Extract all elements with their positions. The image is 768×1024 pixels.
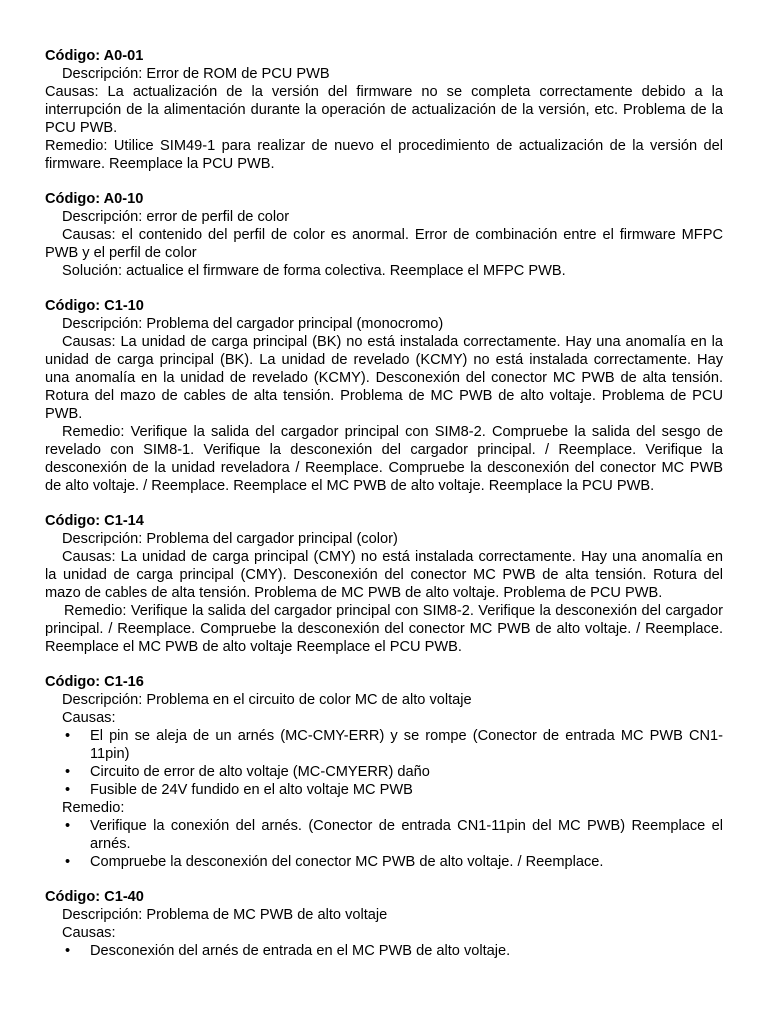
error-entry-c1-10 — [45, 297, 723, 495]
error-code-heading: Código: C1-16 — [45, 674, 144, 690]
remedy-text: Remedio: Verifique la salida del cargador principal con SIM8-2. Verifique la desconexión del cargador principal. / Reemplace. Compruebe la desconexión del conector MC PWB de alto voltaje. / Reemplace. Reemplace el MC PWB de alto voltaje Reemplace el PCU PWB. — [45, 603, 723, 655]
description-text: Descripción: Error de ROM de PCU PWB — [62, 66, 330, 82]
remedy-label: Remedio: — [62, 800, 125, 816]
list-item: • Compruebe la desconexión del conector MC PWB de alto voltaje. / Reemplace. — [90, 853, 723, 871]
error-entry-c1-40 — [45, 888, 723, 960]
causes-text: Causas: el contenido del perfil de color es anormal. Error de combinación entre el firmware MFPC PWB y el perfil de color — [45, 227, 723, 261]
causes-label: Causas: — [62, 710, 116, 726]
error-entry-a0-10 — [45, 190, 723, 280]
list-item: • Circuito de error de alto voltaje (MC-CMYERR) daño — [90, 763, 723, 781]
error-code-heading: Código: C1-10 — [45, 298, 144, 314]
causes-text: Causas: La actualización de la versión del firmware no se completa correctamente debido a la interrupción de la alimentación durante la operación de actualización de la versión, etc. Problema de la PCU PWB. — [45, 84, 723, 136]
list-item: • Fusible de 24V fundido en el alto voltaje MC PWB — [90, 781, 723, 799]
causes-list — [45, 727, 723, 799]
list-item: • El pin se aleja de un arnés (MC-CMY-ERR) y se rompe (Conector de entrada MC PWB CN1-11pin) — [90, 727, 723, 763]
causes-list — [45, 942, 723, 960]
error-code-heading: Código: A0-01 — [45, 48, 144, 64]
description-text: Descripción: error de perfil de color — [62, 209, 290, 225]
error-entry-c1-16 — [45, 673, 723, 871]
description-text: Descripción: Problema del cargador principal (color) — [62, 531, 398, 547]
error-code-heading: Código: C1-40 — [45, 889, 144, 905]
description-text: Descripción: Problema en el circuito de color MC de alto voltaje — [62, 692, 472, 708]
error-code-heading: Código: C1-14 — [45, 513, 144, 529]
error-entry-c1-14 — [45, 512, 723, 656]
error-code-heading: Código: A0-10 — [45, 191, 144, 207]
causes-label: Causas: — [62, 925, 116, 941]
causes-text: Causas: La unidad de carga principal (CMY) no está instalada correctamente. Hay una anomalía en la unidad de carga principal (CMY). Desconexión del conector MC PWB de alta tensión. Rotura del mazo de cables de alta tensión. Problema de MC PWB de alto voltaje. Problema de PCU PWB. — [45, 549, 723, 601]
causes-text: Causas: La unidad de carga principal (BK) no está instalada correctamente. Hay una anomalía en la unidad de carga principal (BK). La unidad de revelado (KCMY) no está instalada correctamente. Hay una anomalía en la unidad de revelado (KCMY). Desconexión del conector MC PWB de alta tensión. Rotura del mazo de cables de alta tensión. Problema de MC PWB de alto voltaje. Problema de PCU PWB. — [45, 334, 723, 422]
remedy-text: Remedio: Verifique la salida del cargador principal con SIM8-2. Compruebe la salida del sesgo de revelado con SIM8-1. Verifique la desconexión del cargador principal. / Reemplace. Verifique la desconexión de la unidad reveladora / Reemplace. Compruebe la desconexión del conector MC PWB de alto voltaje. / Reemplace. Reemplace el MC PWB de alto voltaje. Reemplace la PCU PWB. — [45, 424, 723, 494]
remedy-text: Remedio: Utilice SIM49-1 para realizar de nuevo el procedimiento de actualización de la versión del firmware. Reemplace la PCU PWB. — [45, 138, 723, 172]
list-item: • Verifique la conexión del arnés. (Conector de entrada CN1-11pin del MC PWB) Reemplace el arnés. — [90, 817, 723, 853]
solution-text: Solución: actualice el firmware de forma colectiva. Reemplace el MFPC PWB. — [62, 263, 566, 279]
description-text: Descripción: Problema de MC PWB de alto voltaje — [62, 907, 388, 923]
error-entry-a0-01 — [45, 47, 723, 173]
list-item: • Desconexión del arnés de entrada en el MC PWB de alto voltaje. — [90, 942, 723, 960]
remedy-list — [45, 817, 723, 871]
description-text: Descripción: Problema del cargador principal (monocromo) — [62, 316, 444, 332]
